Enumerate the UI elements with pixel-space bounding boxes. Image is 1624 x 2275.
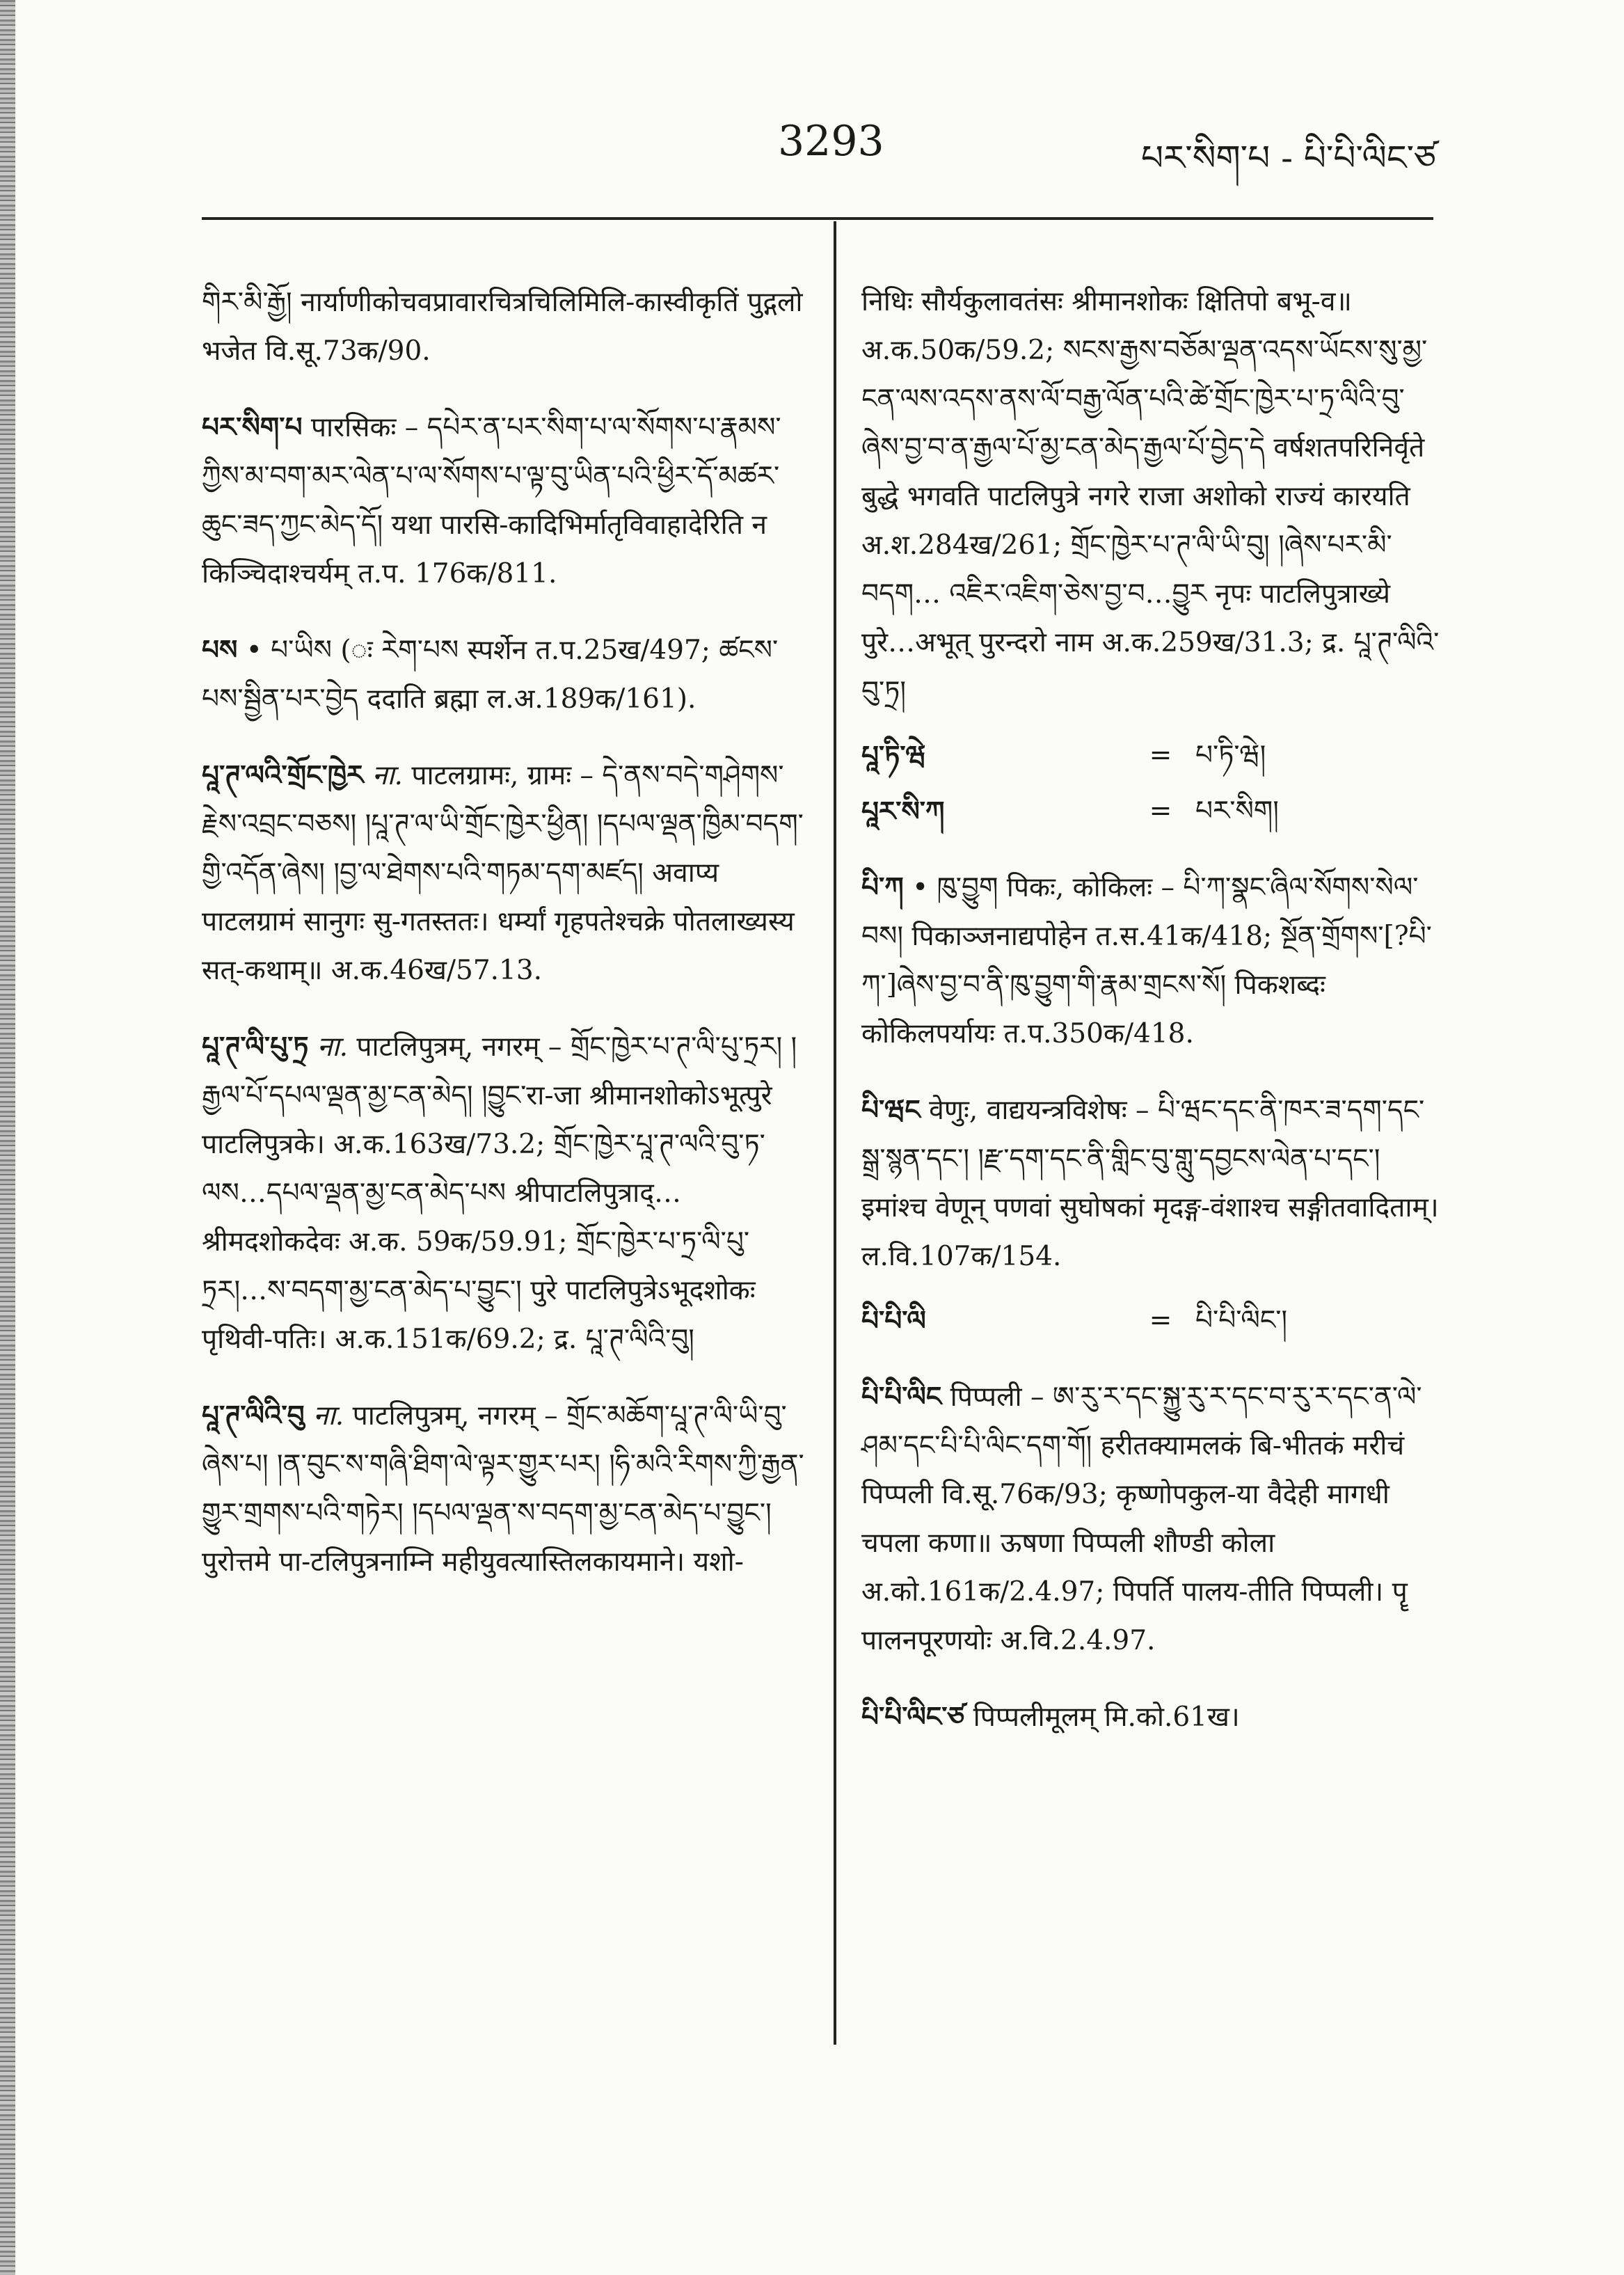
entry-grammar: ना. (372, 760, 403, 791)
entry-headword: པི་ཀ (861, 871, 904, 903)
dictionary-entry (861, 278, 1446, 716)
dictionary-entry (202, 278, 814, 376)
entry-text: पिप्पलीमूलम् मि.को.61ख। (973, 1702, 1240, 1733)
entry-text: पाटलिपुत्रम्, नगरम् – གྲོང་ཁྱེར་པ་ཊ་ལི་པུ་ཏྲར། །རྒྱལ་པོ་དཔལ་ལྡན་མྱ་ངན་མེད། །བྱུང་रा-जा श्रीमानशोकोऽभूत्पुरे पाटलिपुत्रके। अ.क.163ख/73.2; གྲོང་ཁྱེར་པཱ་ཊ་ལའི་བུ་ཏ་ལས…དཔལ་ལྡན་མྱ་ངན་མེད་པས श्रीपाटलिपुत्राद्… श्रीमदशोकदेवः अ.क. 59क/59.91; གྲོང་ཁྱེར་པ་ཏྲ་ལི་པུ་ཏྲར།…ས་བདག་མྱ་ངན་མེད་པ་བྱུང་། पुरे पाटलिपुत्रेऽभूदशोकः पृथिवी-पतिः। अ.क.151क/69.2; द्र. པཱ་ཊ་ལིའི་བུ། (202, 1031, 797, 1355)
entry-headword: པཱ་ཊ་ལའི་གྲོང་ཁྱེར (202, 759, 364, 791)
entry-text: पिप्पली – ཨ་རུ་ར་དང་སྐྱུ་རུ་ར་དང་བ་རུ་ར་དང་ན་ལེ་ཤམ་དང་པི་པི་ལིང་དག་གོ། हरीतक्यामलकं बि-भीतकं मरीचं पिप्पली वि.सू.76क/93; कृष्णोपकुल-या वैदेही मागधी चपला कणा॥ ऊषणा पिप्पली शौण्डी कोला अ.को.161क/2.4.97; पिपर्ति पालय-तीति पिप्पली। पॄ पालनपूरणयोः अ.वि.2.4.97. (861, 1381, 1422, 1656)
entry-text: निधिः सौर्यकुलावतंसः श्रीमानशोकः क्षितिपो बभू-व॥ अ.क.50क/59.2; སངས་རྒྱས་བཅོམ་ལྡན་འདས་ཡོངས་སུ་མྱ་ངན་ལས་འདས་ནས་ལོ་བརྒྱ་ལོན་པའི་ཚེ་གྲོང་ཁྱེར་པ་ཏྲ་ལིའི་བུ་ཞེས་བྱ་བ་ན་རྒྱལ་པོ་མྱ་ངན་མེད་རྒྱལ་པོ་བྱེད་དེ वर्षशतपरिनिर्वृते बुद्धे भगवति पाटलिपुत्रे नगरे राजा अशोको राज्यं कारयति अ.श.284ख/261; གྲོང་ཁྱེར་པ་ཊ་ལི་ཡི་བུ། །ཞེས་པར་མི་བདག… འཇིར་འཇིག་ཅེས་བྱ་བ…བྱུར नृपः पाटलिपुत्राख्ये पुरे…अभूत् पुरन्दरो नाम अ.क.259ख/31.3; द्र. པཱ་ཊ་ལིའི་བུ་ཏྲ། (861, 286, 1440, 707)
entry-grammar: ना. (313, 1400, 344, 1432)
dictionary-entry (202, 1022, 814, 1364)
dictionary-entry (202, 403, 814, 599)
entry-headword: པི་པི་ལིང་ཙ (861, 1701, 965, 1733)
dictionary-entry (202, 1391, 814, 1587)
equals-sign: = (1149, 1305, 1172, 1336)
entry-text: पाटलिपुत्रम्, नगरम् – གྲོང་མཆོག་པཱ་ཊ་ལི་ཡི་བུ་ཞེས་པ། །ན་བུང་ས་གཞི་ཐིག་ལེ་ལྟར་གྱུར་པར། །ཧི་མའི་རིགས་ཀྱི་རྒྱན་གྱུར་གྲགས་པའི་གཏེར། །དཔལ་ལྡན་ས་བདག་མྱ་ངན་མེད་པ་བྱུང་། पुरोत्तमे पा-टलिपुत्रनाम्नि महीयुवत्यास्तिलकायमाने। यशो- (202, 1400, 804, 1578)
xref-term: པི་པི་ལི (861, 1305, 926, 1337)
cross-reference (861, 731, 1446, 780)
page-header (0, 0, 1624, 209)
header-rule (202, 217, 1433, 220)
scan-edge (0, 0, 15, 2275)
entry-text: पारसिकः – དཔེར་ན་པར་སིག་པ་ལ་སོགས་པ་རྣམས་ཀྱིས་མ་བག་མར་ལེན་པ་ལ་སོགས་པ་ལྟ་བུ་ཡིན་པའི་ཕྱིར་དོ་མཚར་ཆུང་ཟད་ཀྱང་མེད་དོ། यथा पारसि-कादिभिर्मातृविवाहादेरिति न किञ्चिदाश्चर्यम् त.प. 176क/811. (202, 412, 781, 589)
xref-target: པར་སིག། (1195, 795, 1279, 827)
entry-grammar: ना. (317, 1031, 348, 1063)
cross-reference (861, 787, 1446, 836)
entry-headword: པས (202, 634, 238, 666)
equals-sign: = (1149, 740, 1172, 771)
entry-text: • པ་ཡིས (ः རེག་པས स्पर्शेन त.प.25ख/497; ཚངས་པས་སྦྱིན་པར་བྱེད ददाति ब्रह्मा ल.अ.189क/161). (202, 635, 779, 715)
entry-text: वेणुः, वाद्ययन्त्रविशेषः – པི་ཝང་དང་ནི་ཁར་ཟ་དག་དང་སྒྲ་སྙན་དང་། །རྫ་དག་དང་ནི་གླིང་བུ་གླུ་དབྱངས་ལེན་པ་དང་། इमांश्च वेणून् पणवां सुघोषकां मृदङ्ग-वंशाश्च सङ्गीतवादिताम्। ल.वि.107क/154. (861, 1095, 1439, 1272)
xref-target: པི་པི་ལིང་། (1195, 1305, 1288, 1336)
xref-target: པ་ཏི་ཝེ། (1195, 740, 1266, 771)
entry-headword: པར་སིག་པ (202, 411, 303, 443)
dictionary-entry (861, 1086, 1446, 1281)
entry-headword: པཱ་ཊ་ལིའི་བུ (202, 1400, 305, 1432)
dictionary-entry (861, 863, 1446, 1059)
dictionary-entry (861, 1372, 1446, 1665)
dictionary-entry (861, 1693, 1446, 1742)
entry-headword: པཱ་ཊ་ལི་པུ་ཏྲ (202, 1031, 309, 1063)
page-number: 3293 (778, 117, 884, 166)
entry-text: पाटलग्रामः, ग्रामः – དེ་ནས་བདེ་གཤེགས་རྗེས་འབྲང་བཅས། །པཱ་ཊ་ལ་ཡི་གྲོང་ཁྱེར་ཕྱིན། །དཔལ་ལྡན་ཁྱིམ་བདག་གྱི་འདོན་ཞེས། །བྱ་ལ་ཐེགས་པའི་གཏམ་དག་མཛད། अवाप्य पाटलग्रामं सानुगः सु-गतस्ततः। धर्म्यां गृहपतेश्चक्रे पोतलाख्यस्य सत्-कथाम्॥ अ.क.46ख/57.13. (202, 760, 804, 986)
dictionary-entry (202, 751, 814, 995)
column-divider (834, 221, 836, 2045)
xref-term: པཱ་ཏི་ཝེ (861, 740, 926, 772)
left-column (202, 251, 814, 1602)
dictionary-entry (202, 626, 814, 724)
xref-term: པཱར་སི་ཀ (861, 795, 945, 827)
right-column (861, 251, 1446, 1757)
running-head: པར་སིག་པ - པི་པི་ལིང་ཙ (1141, 138, 1436, 178)
entry-headword: པི་ཝང (861, 1094, 921, 1126)
cross-reference (861, 1297, 1446, 1345)
entry-text: • ཁུ་བྱུག पिकः, कोकिलः – པི་ཀ་སྣང་ཞིལ་སོགས་སེལ་བས། पिकाञ्जनाद्यपोहेन त.स.41क/418; སྔོན་གྲོགས་[?པི་ཀ་]ཞེས་བྱ་བ་ནི་ཁུ་བྱུག་གི་རྣམ་གྲངས་སོ། पिकशब्दः कोकिलपर्यायः त.प.350क/418. (861, 872, 1432, 1049)
entry-text: གིར་མི་རྒྱོ། नार्याणीकोचवप्रावारचित्रचिलिमिलि-कास्वीकृतिं पुद्गलो भजेत वि.सू.73क/90. (202, 287, 803, 367)
equals-sign: = (1149, 795, 1172, 827)
entry-headword: པི་པི་ལིང (861, 1381, 942, 1413)
